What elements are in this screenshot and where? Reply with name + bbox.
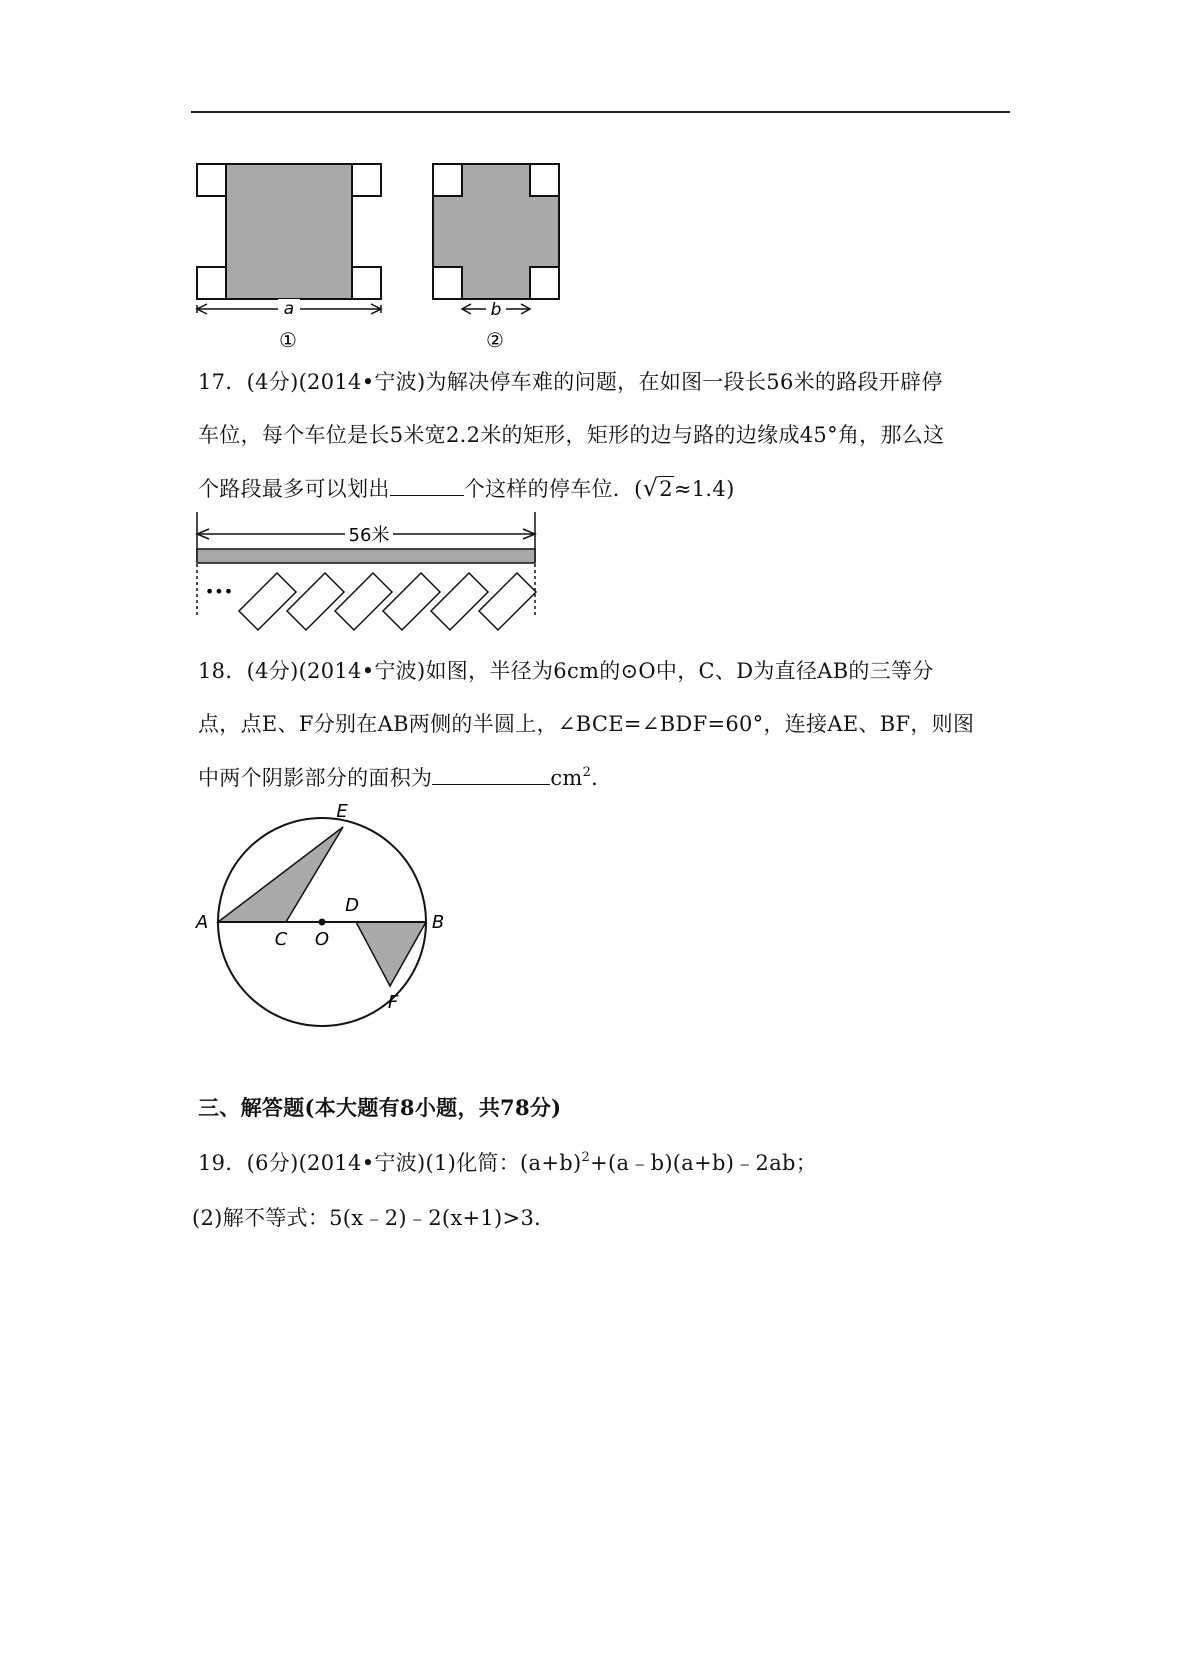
section-3-heading: 三、解答题(本大题有8小题，共78分)	[198, 1095, 562, 1120]
road	[197, 549, 535, 563]
q19-line-1-after: +(a﹣b)(a+b)﹣2ab；	[590, 1151, 818, 1175]
parking-spot	[239, 573, 296, 630]
label-c: C	[274, 929, 288, 950]
figure-16-2	[433, 164, 559, 352]
q18-answer-blank[interactable]	[432, 762, 550, 785]
q17-line-3	[198, 473, 735, 503]
parking-spot	[287, 573, 344, 630]
q18-unit-sup: 2	[582, 765, 592, 780]
q17-line-2: 车位，每个车位是长5米宽2.2米的矩形，矩形的边与路的边缘成45°角，那么这	[198, 423, 945, 447]
parking-spot	[431, 573, 488, 630]
q17-answer-blank[interactable]	[390, 473, 464, 496]
label-f: F	[387, 992, 399, 1013]
label-o: O	[314, 929, 330, 950]
label-d: D	[345, 895, 359, 916]
parking-spot	[335, 573, 392, 630]
q18-line-3-before: 中两个阴影部分的面积为	[198, 766, 433, 790]
center-point	[319, 919, 326, 926]
q17-line-3-end: ≈1.4)	[673, 477, 735, 501]
caption-2: ②	[486, 328, 504, 352]
q18-unit: cm	[550, 766, 583, 790]
header-rule	[191, 111, 1010, 113]
label-b: b	[490, 300, 502, 320]
q19-line-1	[198, 1149, 817, 1177]
figure-17	[185, 512, 545, 647]
q19-line-1-before: 19．(6分)(2014•宁波)(1)化简：(a+b)	[198, 1151, 582, 1175]
q19-sup: 2	[581, 1150, 591, 1165]
figure-16	[190, 155, 590, 355]
q18-line-3-end: ．	[591, 766, 613, 790]
q17-line-1: 17．(4分)(2014•宁波)为解决停车难的问题，在如图一段长56米的路段开辟停	[198, 370, 943, 394]
sqrt-radicand: 2	[659, 477, 673, 501]
parking-spot	[383, 573, 440, 630]
label-b: B	[431, 912, 445, 933]
figure-18	[188, 795, 448, 1035]
q17-line-3-before: 个路段最多可以划出	[198, 477, 390, 501]
label-a: a	[283, 299, 295, 319]
label-e: E	[336, 801, 348, 822]
q19-line-2: (2)解不等式：5(x﹣2)﹣2(x+1)>3．	[192, 1206, 556, 1230]
ellipsis: •••	[204, 582, 234, 601]
q18-line-2: 点，点E、F分别在AB两侧的半圆上，∠BCE=∠BDF=60°，连接AE、BF，则图	[198, 712, 975, 736]
length-label: 56米	[348, 525, 390, 546]
label-a: A	[195, 912, 209, 933]
caption-1: ①	[279, 328, 297, 352]
q18-line-1: 18．(4分)(2014•宁波)如图，半径为6cm的⊙O中，C、D为直径AB的三等分	[198, 659, 934, 683]
figure-16-1	[197, 164, 381, 352]
shaded-region-bdf	[356, 922, 426, 986]
parking-spot	[479, 573, 536, 630]
sqrt-sign: √	[642, 474, 659, 502]
q17-line-3-after: 个这样的停车位．(	[463, 477, 643, 501]
shaded-region-ace	[218, 827, 343, 922]
q18-line-3	[198, 762, 612, 792]
